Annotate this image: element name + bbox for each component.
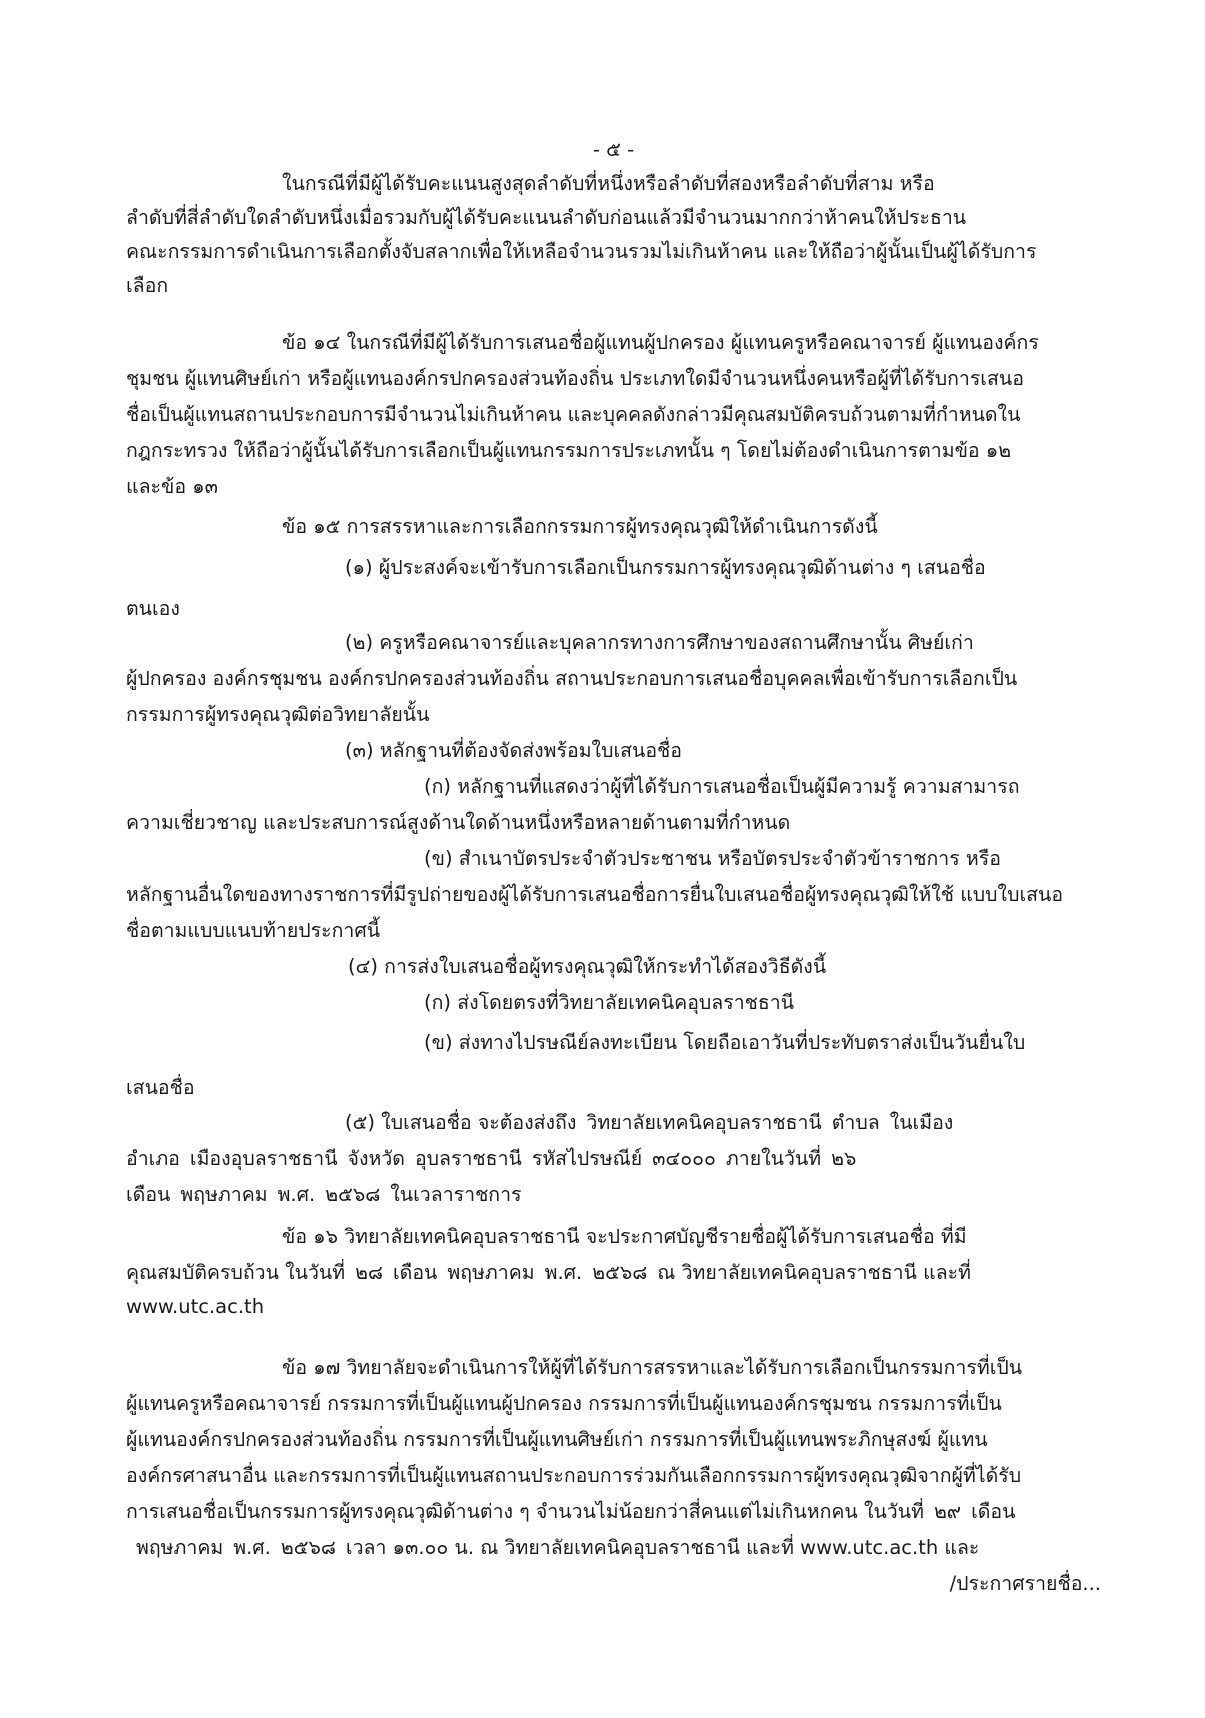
- paragraph-line: เสนอชื่อ: [126, 1076, 195, 1099]
- paragraph-line: และข้อ ๑๓: [126, 475, 218, 498]
- paragraph-line: องค์กรศาสนาอื่น และกรรมการที่เป็นผู้แทนสถานประกอบการร่วมกันเลือกกรรมการผู้ทรงคุณวุฒิจากผู้ที่ได้รับ: [126, 1464, 1022, 1487]
- item-3: (๓) หลักฐานที่ต้องจัดส่งพร้อมใบเสนอชื่อ: [345, 739, 683, 762]
- month-field: พฤษภาคม: [441, 1256, 540, 1290]
- paragraph-line: เลือก: [126, 274, 169, 297]
- year-field: ๒๕๖๘: [319, 1178, 386, 1212]
- year-field: ๒๕๖๘: [275, 1531, 342, 1565]
- paragraph-line: ผู้แทนองค์กรปกครองส่วนท้องถิ่น กรรมการที่เป็นผู้แทนศิษย์เก่า กรรมการที่เป็นผู้แทนพระภิกษุสงฆ์ ผู้แทน: [126, 1428, 988, 1451]
- paragraph-line: ลำดับที่สี่ลำดับใดลำดับหนึ่งเมื่อรวมกับผู้ได้รับคะแนนลำดับก่อนแล้วมีจำนวนมากกว่าห้าคนให้ประธาน: [126, 206, 967, 229]
- institution-field: วิทยาลัยเทคนิคอุบลราชธานี: [580, 1106, 827, 1140]
- paragraph-line: กรรมการผู้ทรงคุณวุฒิต่อวิทยาลัยนั้น: [126, 703, 430, 726]
- month-field: พฤษภาคม: [174, 1178, 273, 1212]
- clause-15-heading: ข้อ ๑๕ การสรรหาและการเลือกกรรมการผู้ทรงคุณวุฒิให้ดำเนินการดังนี้: [282, 515, 878, 538]
- amphoe-field: เมืองอุบลราชธานี: [184, 1142, 344, 1176]
- paragraph-line: ผู้ปกครอง องค์กรชุมชน องค์กรปกครองส่วนท้องถิ่น สถานประกอบการเสนอชื่อบุคคลเพื่อเข้ารับการเลือกเป็น: [126, 667, 1018, 690]
- continuation-marker: /ประกาศรายชื่อ...: [949, 1572, 1101, 1595]
- paragraph-line: ชื่อเป็นผู้แทนสถานประกอบการมีจำนวนไม่เกินห้าคน และบุคคลดังกล่าวมีคุณสมบัติครบถ้วนตามที่กำหนดใน: [126, 403, 1021, 426]
- paragraph-line: ความเชี่ยวชาญ และประสบการณ์สูงด้านใดด้านหนึ่งหรือหลายด้านตามที่กำหนด: [126, 811, 791, 834]
- paragraph-line: ชุมชน ผู้แทนศิษย์เก่า หรือผู้แทนองค์กรปกครองส่วนท้องถิ่น ประเภทใดมีจำนวนหนึ่งคนหรือผู้ที่ได้รับการเสนอ: [126, 367, 1024, 390]
- paragraph-line: คณะกรรมการดำเนินการเลือกตั้งจับสลากเพื่อให้เหลือจำนวนรวมไม่เกินห้าคน และให้ถือว่าผู้นั้นเป็นผู้ได้รับการ: [126, 240, 1037, 263]
- paragraph-line: กฎกระทรวง ให้ถือว่าผู้นั้นได้รับการเลือกเป็นผู้แทนกรรมการประเภทนั้น ๆ โดยไม่ต้องดำเนินการตามข้อ ๑๒: [126, 439, 1012, 462]
- paragraph-line: ในกรณีที่มีผู้ได้รับคะแนนสูงสุดลำดับที่หนึ่งหรือลำดับที่สองหรือลำดับที่สาม หรือ: [282, 172, 935, 195]
- item-4-a: (ก) ส่งโดยตรงที่วิทยาลัยเทคนิคอุบลราชธานี: [424, 991, 795, 1014]
- item-4: (๔) การส่งใบเสนอชื่อผู้ทรงคุณวุฒิให้กระทำได้สองวิธีดังนี้: [348, 955, 827, 978]
- paragraph-line: ตนเอง: [126, 597, 180, 620]
- item-3-b: (ข) สำเนาบัตรประจำตัวประชาชน หรือบัตรประจำตัวข้าราชการ หรือ: [424, 847, 1001, 870]
- item-3-a: (ก) หลักฐานที่แสดงว่าผู้ที่ได้รับการเสนอชื่อเป็นผู้มีความรู้ ความสามารถ: [424, 775, 1020, 798]
- clause-16-line-2: คุณสมบัติครบถ้วน ในวันที่ ๒๘ เดือน พฤษภาคม พ.ศ. ๒๕๖๘ ณ วิทยาลัยเทคนิคอุบลราชธานี และที่: [126, 1256, 1101, 1290]
- paragraph-line: ชื่อตามแบบแนบท้ายประกาศนี้: [126, 919, 381, 942]
- item-1: (๑) ผู้ประสงค์จะเข้ารับการเลือกเป็นกรรมการผู้ทรงคุณวุฒิด้านต่าง ๆ เสนอชื่อ: [345, 556, 986, 579]
- clause-17-line-5: การเสนอชื่อเป็นกรรมการผู้ทรงคุณวุฒิด้านต่าง ๆ จำนวนไม่น้อยกว่าสี่คนแต่ไม่เกินหกคน ในวันที่ ๒๙ เดือน: [126, 1495, 1101, 1529]
- item-5-line-1: (๕) ใบเสนอชื่อ จะต้องส่งถึง วิทยาลัยเทคนิคอุบลราชธานี ตำบล ในเมือง: [345, 1106, 1101, 1140]
- clause-17-heading: ข้อ ๑๗ วิทยาลัยจะดำเนินการให้ผู้ที่ได้รับการสรรหาและได้รับการเลือกเป็นกรรมการที่เป็น: [282, 1356, 1023, 1379]
- clause-17-line-6: พฤษภาคม พ.ศ. ๒๕๖๘ เวลา ๑๓.๐๐ น. ณ วิทยาลัยเทคนิคอุบลราชธานี และที่ www.utc.ac.th และ: [126, 1531, 1101, 1565]
- day-field: ๒๙: [928, 1495, 967, 1529]
- clause-14-heading: ข้อ ๑๔ ในกรณีที่มีผู้ได้รับการเสนอชื่อผู้แทนผู้ปกครอง ผู้แทนครูหรือคณาจารย์ ผู้แทนองค์กร: [282, 331, 1039, 354]
- paragraph-line: หลักฐานอื่นใดของทางราชการที่มีรูปถ่ายของผู้ได้รับการเสนอชื่อการยื่นใบเสนอชื่อผู้ทรงคุณวุฒิให้ใช้ แบบใบเสนอ: [126, 883, 1064, 906]
- clause-16-heading: ข้อ ๑๖ วิทยาลัยเทคนิคอุบลราชธานี จะประกาศบัญชีรายชื่อผู้ได้รับการเสนอชื่อ ที่มี: [282, 1225, 967, 1248]
- province-field: อุบลราชธานี: [409, 1142, 528, 1176]
- item-4-b: (ข) ส่งทางไปรษณีย์ลงทะเบียน โดยถือเอาวันที่ประทับตราส่งเป็นวันยื่นใบ: [424, 1031, 1026, 1054]
- item-5-line-2: อำเภอ เมืองอุบลราชธานี จังหวัด อุบลราชธานี รหัสไปรษณีย์ ๓๔๐๐๐ ภายในวันที่ ๒๖: [126, 1142, 1101, 1176]
- paragraph-line: ผู้แทนครูหรือคณาจารย์ กรรมการที่เป็นผู้แทนผู้ปกครอง กรรมการที่เป็นผู้แทนองค์กรชุมชน กรรมการที่เป็น: [126, 1392, 1002, 1415]
- postcode-field: ๓๔๐๐๐: [646, 1142, 722, 1176]
- month-field: พฤษภาคม: [130, 1531, 229, 1565]
- item-5-line-3: เดือน พฤษภาคม พ.ศ. ๒๕๖๘ ในเวลาราชการ: [126, 1178, 1101, 1212]
- item-2: (๒) ครูหรือคณาจารย์และบุคลากรทางการศึกษาของสถานศึกษานั้น ศิษย์เก่า: [345, 631, 974, 654]
- year-field: ๒๕๖๘: [586, 1256, 653, 1290]
- day-field: ๒๘: [349, 1256, 389, 1290]
- day-field: ๒๖: [825, 1142, 862, 1176]
- website-link[interactable]: www.utc.ac.th: [126, 1295, 265, 1318]
- tambon-field: ในเมือง: [884, 1106, 960, 1140]
- page-number: - ๕ -: [592, 138, 635, 161]
